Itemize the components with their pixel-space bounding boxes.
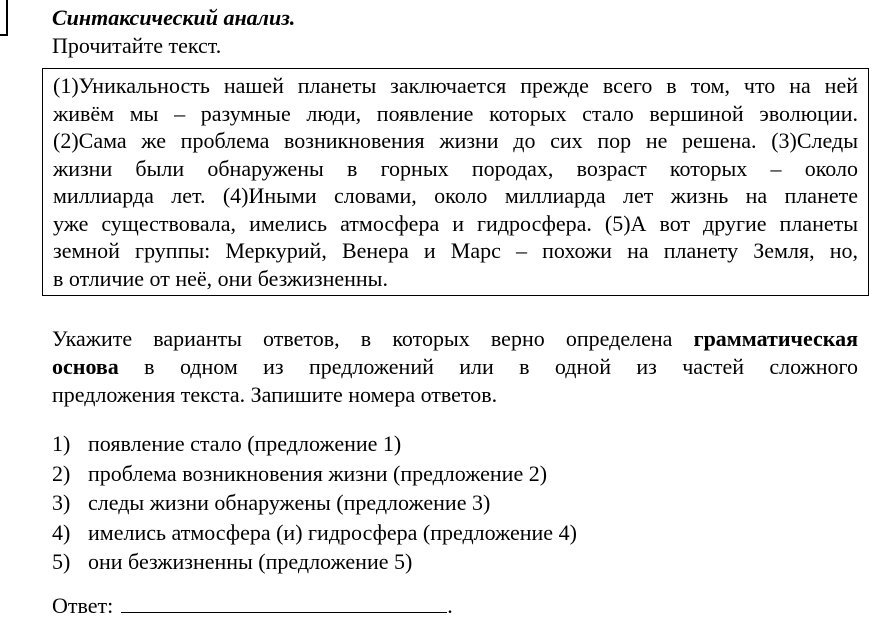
question-line bbox=[52, 353, 858, 381]
option-text: следы жизни обнаружены (предложение 3) bbox=[88, 490, 491, 515]
question-part: Укажите варианты ответов, в которых верно определена bbox=[52, 326, 673, 351]
text-line: земной группы: Меркурий, Венера и Марс – похожи на планету Земля, но, bbox=[53, 238, 858, 263]
option-number: 4) bbox=[52, 519, 71, 545]
question-text bbox=[52, 325, 858, 409]
option-number: 5) bbox=[52, 549, 71, 574]
option-number: 3) bbox=[52, 490, 71, 515]
text-line: (1)Уникальность нашей планеты заключается прежде всего в том, что на ней bbox=[53, 73, 858, 98]
answer-input-line[interactable] bbox=[121, 594, 447, 613]
option-text: появление стало (предложение 1) bbox=[88, 431, 402, 456]
text-line: уже существовала, имелись атмосфера и гидросфера. (5)А вот другие планеты bbox=[53, 210, 858, 236]
option-number: 2) bbox=[52, 460, 71, 486]
option-text: имелись атмосфера (и) гидросфера (предложение 4) bbox=[88, 519, 577, 545]
text-line: в отличие от неё, они безжизненны. bbox=[53, 265, 388, 291]
instruction-text: Прочитайте текст. bbox=[52, 33, 222, 58]
text-line: миллиарда лет. (4)Иными словами, около миллиарда лет жизнь на планете bbox=[53, 183, 858, 208]
answer-row bbox=[52, 592, 453, 620]
reading-text-box bbox=[42, 68, 869, 296]
question-bold-term: основа bbox=[52, 354, 119, 379]
answer-label: Ответ: bbox=[52, 593, 114, 618]
answer-end-punct: . bbox=[447, 593, 453, 618]
option-text: проблема возникновения жизни (предложение 2) bbox=[88, 460, 548, 486]
text-line: жизни были обнаружены в горных породах, возраст которых – около bbox=[53, 155, 858, 181]
page-title: Синтаксический анализ. bbox=[52, 5, 296, 30]
question-line bbox=[52, 325, 858, 353]
task-number-box bbox=[0, 0, 8, 36]
question-line: предложения текста. Запишите номера ответов. bbox=[52, 382, 498, 407]
text-line: (2)Сама же проблема возникновения жизни до сих пор не решена. (3)Следы bbox=[53, 128, 858, 153]
question-bold-term: грамматическая bbox=[693, 326, 858, 351]
text-line: живём мы – разумные люди, появление которых стало вершиной эволюции. bbox=[53, 100, 858, 126]
question-part: в одном из предложений или в одной из частей сложного bbox=[144, 354, 859, 379]
option-text: они безжизненны (предложение 5) bbox=[88, 549, 413, 574]
option-number: 1) bbox=[52, 431, 71, 456]
